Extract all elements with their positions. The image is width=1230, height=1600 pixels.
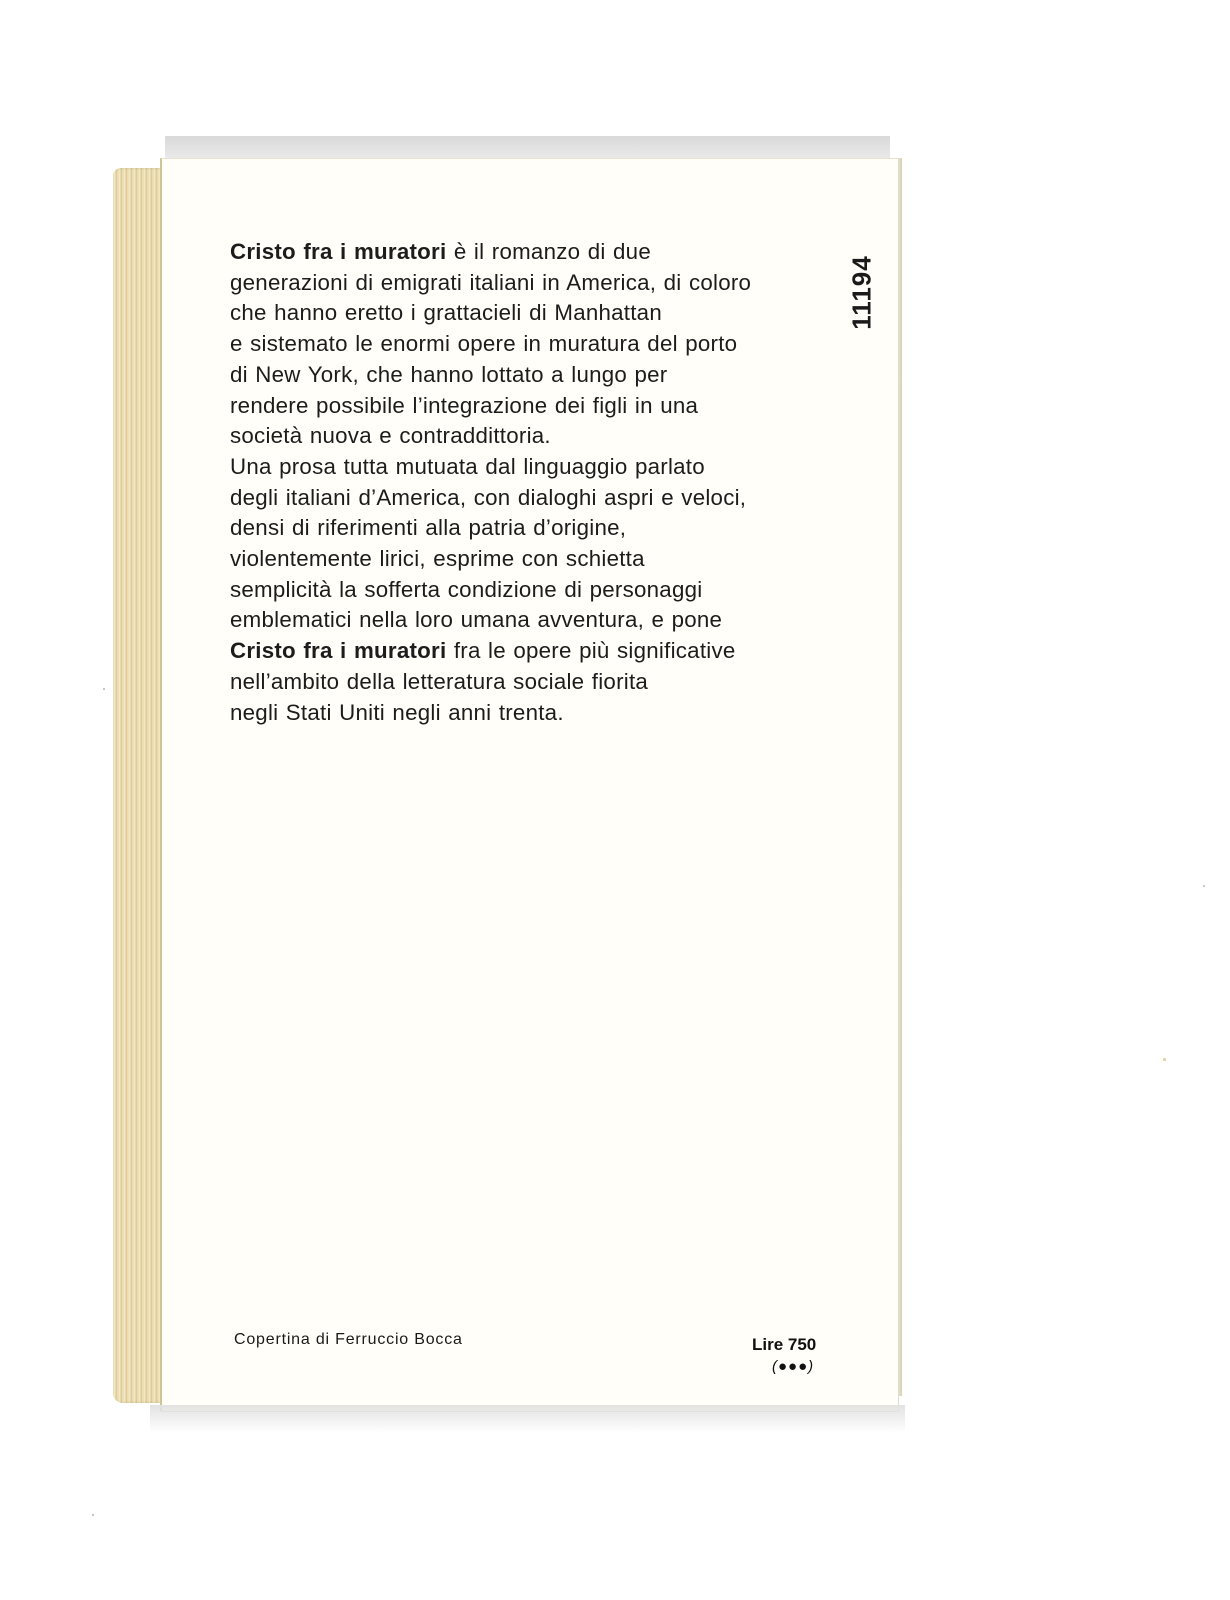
blurb-line-text: violentemente lirici, esprime con schietta — [230, 546, 645, 572]
blurb-line-text: che hanno eretto i grattacieli di Manhattan — [230, 300, 662, 326]
blurb-line — [230, 513, 850, 544]
book-shadow-bottom — [150, 1405, 905, 1433]
blurb-line-text: emblematici nella loro umana avventura, e pone — [230, 607, 723, 633]
cover-credit: Copertina di Ferruccio Bocca — [234, 1331, 463, 1348]
blurb-line-text: generazioni di emigrati italiani in America, di coloro — [230, 269, 752, 295]
blurb-line — [230, 605, 850, 636]
blurb-line — [230, 298, 850, 329]
blurb-line-text: densi di riferimenti alla patria d’origine, — [230, 515, 627, 541]
blurb-line-text: Una prosa tutta mutuata dal linguaggio parlato — [230, 453, 705, 479]
price: Lire 750 — [752, 1335, 817, 1354]
blurb-line — [230, 391, 850, 422]
blurb-line — [230, 698, 850, 729]
blurb-text — [230, 237, 850, 728]
blurb-line-text: semplicità la sofferta condizione di personaggi — [230, 576, 703, 602]
catalog-number: 11194 — [846, 255, 877, 330]
blurb-line — [230, 483, 850, 514]
blurb-line — [230, 268, 850, 299]
blurb-line-text: e sistemato le enormi opere in muratura del porto — [230, 331, 738, 357]
blurb-line — [230, 329, 850, 360]
blurb-line-text: negli Stati Uniti negli anni trenta. — [230, 699, 564, 725]
dust-speck — [1203, 885, 1205, 887]
blurb-line-text: fra le opere più significative — [446, 638, 736, 664]
blurb-line — [230, 667, 850, 698]
dust-speck — [103, 688, 105, 690]
dust-speck — [92, 1514, 94, 1516]
blurb-line — [230, 575, 850, 606]
blurb-line — [230, 544, 850, 575]
dust-speck — [1163, 1058, 1166, 1061]
blurb-line — [230, 360, 850, 391]
blurb-line-text: nell’ambito della letteratura sociale fiorita — [230, 668, 649, 694]
book-title: Cristo fra i muratori — [230, 239, 447, 264]
blurb-line — [230, 452, 850, 483]
blurb-line-text: società nuova e contraddittoria. — [230, 423, 551, 449]
blurb-line-text: degli italiani d’America, con dialoghi aspri e veloci, — [230, 484, 747, 510]
blurb-line-text: di New York, che hanno lottato a lungo per — [230, 361, 668, 387]
blurb-line — [230, 636, 850, 667]
blurb-line-text: è il romanzo di due — [446, 239, 651, 264]
gilded-page-edge — [113, 168, 167, 1403]
book-back-cover — [160, 158, 898, 1411]
blurb-line-text: rendere possibile l’integrazione dei figli in una — [230, 392, 699, 418]
blurb-line — [230, 237, 850, 268]
book-title: Cristo fra i muratori — [230, 638, 447, 664]
price-mark: (●●●) — [772, 1358, 815, 1375]
blurb-line — [230, 421, 850, 452]
